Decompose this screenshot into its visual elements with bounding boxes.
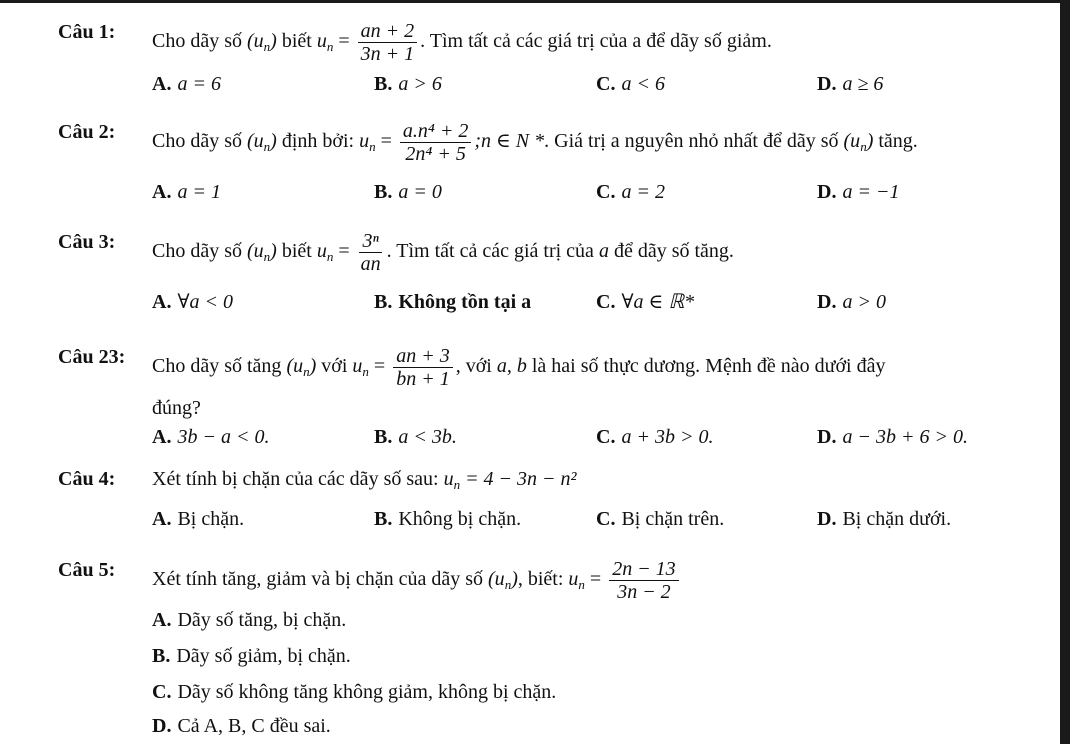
question-label: Câu 23: — [58, 346, 126, 368]
question-text: Cho dãy số tăng $(u_n)$ với $u_n$ = $\frac{an + 3}{bn + 1}$ , với a, b là hai số thực dương. Mệnh đề nào dưới đây — [152, 345, 886, 390]
option-b: B. a > 6 — [374, 73, 442, 95]
top-border — [0, 0, 1070, 3]
fraction: $\frac{an + 3}{bn + 1}$ — [393, 345, 453, 390]
question-label: Câu 3: — [58, 231, 116, 253]
option-d: D. Bị chặn dưới. — [817, 508, 952, 530]
fraction: $\frac{\text{a.n⁴ + 2}}{\text{2n⁴ + 5}}$ — [400, 120, 471, 165]
right-border — [1060, 0, 1070, 744]
option-b: B. Dãy số giảm, bị chặn. — [152, 645, 351, 667]
option-a: A. Dãy số tăng, bị chặn. — [152, 609, 347, 631]
option-b: B. a < 3b. — [374, 426, 457, 448]
option-a: A. 3b − a < 0. — [152, 426, 270, 448]
option-d: D. a ≥ 6 — [817, 73, 884, 95]
question-label: Câu 4: — [58, 468, 116, 490]
option-a: A. Bị chặn. — [152, 508, 245, 530]
option-b: B. Không tồn tại a — [374, 291, 532, 313]
question-label: Câu 2: — [58, 121, 116, 143]
option-c: C. Dãy số không tăng không giảm, không bị chặn. — [152, 681, 557, 703]
fraction: $\frac{\text{3ⁿ}}{an}$ — [360, 230, 381, 275]
option-c: C. a = 2 — [596, 181, 665, 203]
option-c: C. a < 6 — [596, 73, 665, 95]
option-c: C. Bị chặn trên. — [596, 508, 725, 530]
question-text: Xét tính tăng, giảm và bị chặn của dãy số $(u_n)$, biết: $u_n$ = $\frac{2n - 13}{3n - 2}$ — [152, 558, 682, 603]
option-d: D. a = −1 — [817, 181, 900, 203]
option-a: A. a = 1 — [152, 181, 221, 203]
question-label: Câu 5: — [58, 559, 116, 581]
option-c: C. a + 3b > 0. — [596, 426, 714, 448]
question-text: Cho dãy số $(u_n)$ định bởi: $u_n$ = $\frac{\text{a.n⁴ + 2}}{\text{2n⁴ + 5}}$ ;n ∈ N *. Giá trị a nguyên nhỏ nhất để dãy số $(u_n)$ tăng. — [152, 120, 918, 165]
question-text: Xét tính bị chặn của các dãy số sau: $u_n = 4 - 3n - n^2$ — [152, 468, 577, 492]
option-d: D. a − 3b + 6 > 0. — [817, 426, 968, 448]
option-c: C. ∀a ∈ ℝ* — [596, 291, 695, 313]
question-text: Cho dãy số $(u_n)$ biết $u_n$ = $\frac{an + 2}{3n + 1}$ . Tìm tất cả các giá trị của a để dãy số giảm. — [152, 20, 772, 65]
option-b: B. a = 0 — [374, 181, 442, 203]
option-d: D. Cả A, B, C đều sai. — [152, 715, 331, 737]
option-d: D. a > 0 — [817, 291, 886, 313]
fraction: $\frac{an + 2}{3n + 1}$ — [358, 20, 418, 65]
fraction: $\frac{2n - 13}{3n - 2}$ — [609, 558, 679, 603]
option-a: A. a = 6 — [152, 73, 221, 95]
option-b: B. Không bị chặn. — [374, 508, 522, 530]
question-label: Câu 1: — [58, 21, 116, 43]
question-text: Cho dãy số $(u_n)$ biết $u_n$ = $\frac{\text{3ⁿ}}{an}$ . Tìm tất cả các giá trị của a để dãy số tăng. — [152, 230, 734, 275]
option-a: A. ∀a < 0 — [152, 291, 234, 313]
